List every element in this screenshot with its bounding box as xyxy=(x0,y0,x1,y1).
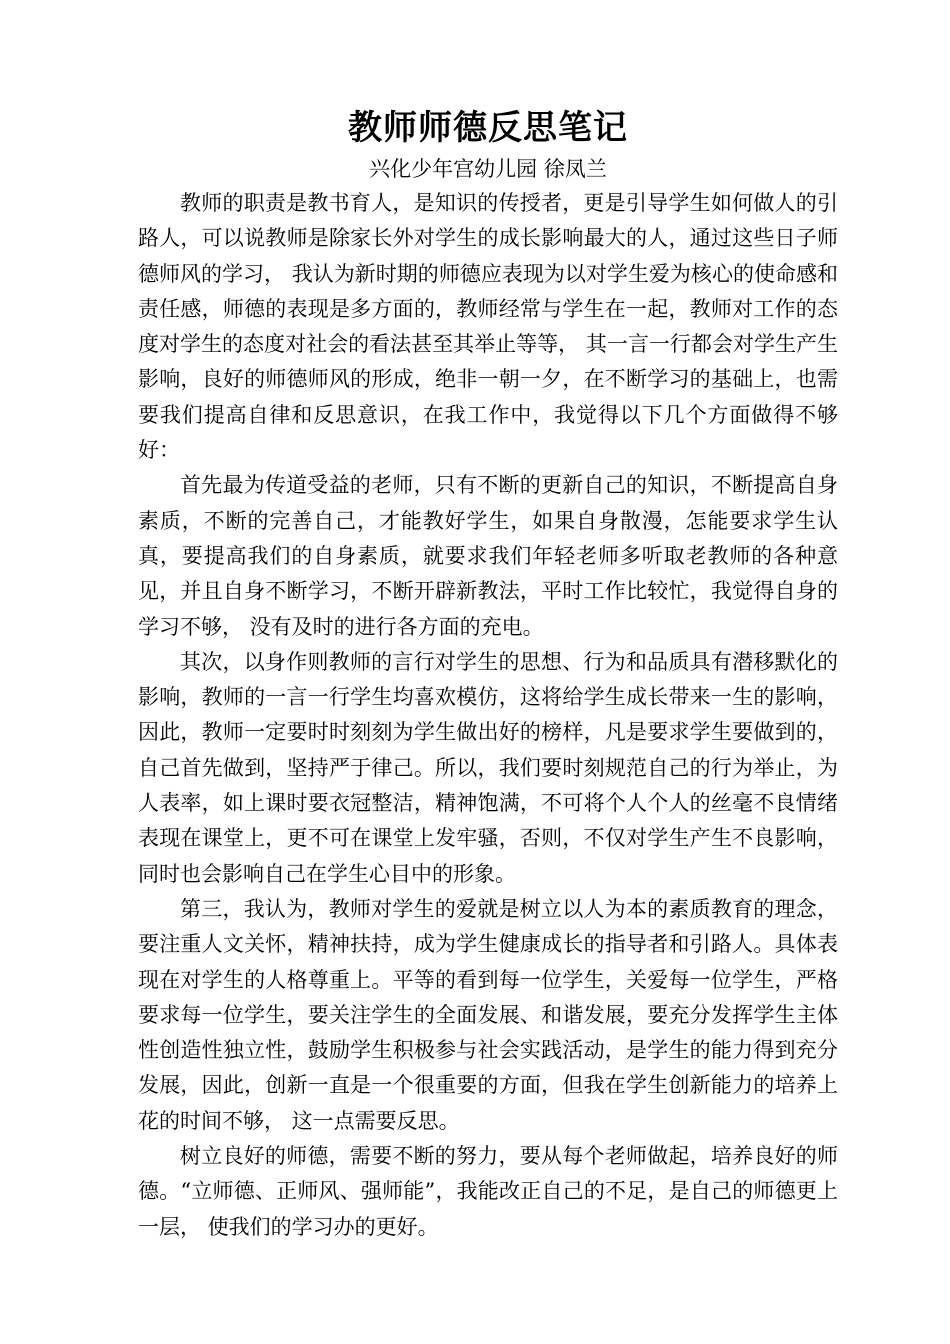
paragraph-second-point: 其次，以身作则教师的言行对学生的思想、行为和品质具有潜移默化的影响，教师的一言一行学生均喜欢模仿，这将给学生成长带来一生的影响，因此，教师一定要时时刻刻为学生做出好的榜样，凡是要求学生要做到的，自己首先做到，坚持严于律己。所以，我们要时刻规范自己的行为举止，为人表率，如上课时要衣冠整洁，精神饱满，不可将个人个人的丝毫不良情绪表现在课堂上，更不可在课堂上发牢骚，否则，不仅对学生产生不良影响， 同时也会影响自己在学生心目中的形象。 xyxy=(138,649,838,886)
document-title: 教师师德反思笔记 xyxy=(348,108,628,148)
paragraph-first-point: 首先最为传道受益的老师，只有不断的更新自己的知识，不断提高自身素质，不断的完善自己，才能教好学生，如果自身散漫，怎能要求学生认真，要提高我们的自身素质，就要求我们年轻老师多听取老教师的各种意见，并且自身不断学习，不断开辟新教法，平时工作比较忙，我觉得自身的学习不够， 没有及时的进行各方面的充电。 xyxy=(138,473,838,639)
paragraph-conclusion: 树立良好的师德，需要不断的努力，要从每个老师做起，培养良好的师德。“立师德、正师风、强师能”，我能改正自己的不足，是自己的师德更上一层， 使我们的学习办的更好。 xyxy=(138,1144,838,1239)
document-body xyxy=(138,102,838,1245)
document-author-line: 兴化少年宫幼儿园 徐凤兰 xyxy=(369,157,607,181)
paragraph-intro: 教师的职责是教书育人，是知识的传授者，更是引导学生如何做人的引路人，可以说教师是除家长外对学生的成长影响最大的人，通过这些日子师德师风的学习， 我认为新时期的师德应表现为以对学生爱为核心的使命感和责任感，师德的表现是多方面的，教师经常与学生在一起，教师对工作的态度对学生的态度对社会的看法甚至其举止等等， 其一言一行都会对学生产生影响，良好的师德师风的形成，绝非一朝一夕，在不断学习的基础上，也需要我们提高自律和反思意识，在我工作中，我觉得以下几个方面做得不够好： xyxy=(138,191,838,463)
paragraph-third-point: 第三，我认为，教师对学生的爱就是树立以人为本的素质教育的理念，要注重人文关怀，精神扶持，成为学生健康成长的指导者和引路人。具体表现在对学生的人格尊重上。平等的看到每一位学生，关爱每一位学生，严格要求每一位学生，要关注学生的全面发展、和谐发展，要充分发挥学生主体性创造性独立性，鼓励学生积极参与社会实践活动，是学生的能力得到充分发展，因此，创新一直是一个很重要的方面，但我在学生创新能力的培养上花的时间不够， 这一点需要反思。 xyxy=(138,896,838,1133)
